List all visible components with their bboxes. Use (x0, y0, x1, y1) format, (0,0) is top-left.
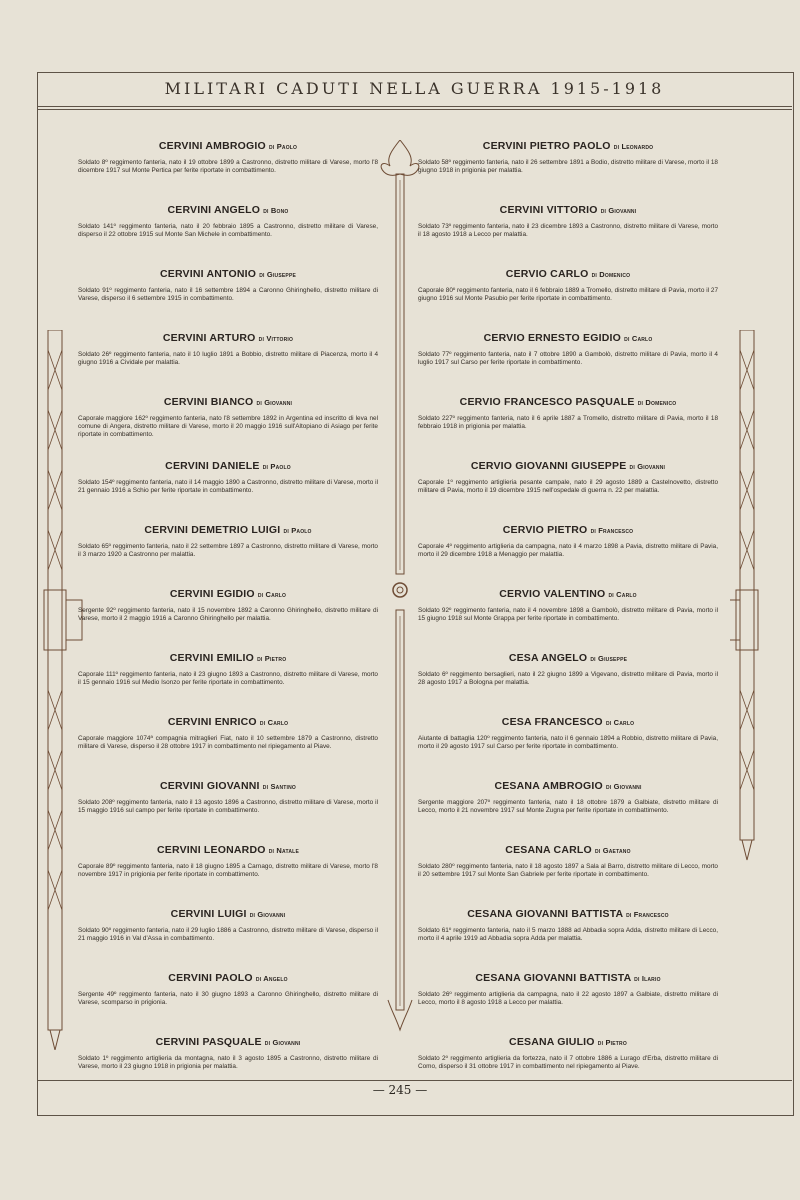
soldier-father: di Giovanni (249, 910, 286, 919)
soldier-name: CERVINI LUIGI (170, 908, 247, 920)
entry-name (78, 204, 378, 216)
entry (418, 832, 718, 896)
entry (418, 704, 718, 768)
soldier-father: di Giovanni (605, 782, 642, 791)
entry-text: Soldato 77º reggimento fanteria, nato il 7 ottobre 1890 a Gambolò, distretto militare di Pavia, morto il 4 luglio 1917 sul Carso per ferite riportate in combattimento. (418, 351, 718, 366)
entry (418, 512, 718, 576)
entry (418, 640, 718, 704)
entry-text: Soldato 154º reggimento fanteria, nato il 14 maggio 1890 a Castronno, distretto militare di Varese, morto il 21 gennaio 1916 a Schio per ferite riportate in combattimento. (78, 479, 378, 494)
soldier-father: di Ilario (634, 974, 661, 983)
soldier-name: CERVIO VALENTINO (499, 588, 606, 600)
soldier-father: di Natale (268, 846, 299, 855)
left-column (78, 128, 378, 1088)
entry-name (78, 524, 378, 536)
wreath-icon (391, 581, 409, 599)
entry-text: Caporale 111º reggimento fanteria, nato il 23 giugno 1893 a Castronno, distretto militare di Varese, morto il 15 gennaio 1916 sul Medio Isonzo per ferite riportate in combattimento. (78, 671, 378, 686)
entry-name (78, 332, 378, 344)
page-number: — 245 — (372, 1083, 428, 1097)
entry-text: Sergente 92º reggimento fanteria, nato il 15 novembre 1892 a Caronno Ghiringhello, distretto militare di Varese, morto il 2 maggio 1916 a Caronno Ghiringhello per malattia. (78, 607, 378, 622)
entry-name (418, 204, 718, 216)
entry-name (418, 140, 718, 152)
entry (418, 256, 718, 320)
soldier-father: di Paolo (283, 526, 312, 535)
entry-name (418, 1036, 718, 1048)
entry (78, 256, 378, 320)
soldier-father: di Giovanni (264, 1038, 301, 1047)
soldier-name: CERVIO FRANCESCO PASQUALE (459, 396, 635, 408)
soldier-name: CESANA GIOVANNI BATTISTA (467, 908, 623, 920)
soldier-father: di Giovanni (629, 462, 666, 471)
soldier-father: di Giovanni (256, 398, 293, 407)
page-header (37, 72, 792, 107)
entry-name (418, 524, 718, 536)
entry-name (78, 588, 378, 600)
entry-text: Soldato 65º reggimento fanteria, nato il 22 settembre 1897 a Castronno, distretto militare di Varese, morto il 3 marzo 1920 a Castronno per malattia. (78, 543, 378, 558)
entry-name (78, 716, 378, 728)
soldier-name: CERVINI DEMETRIO LUIGI (144, 524, 281, 536)
entry-name (418, 652, 718, 664)
entry-name (78, 780, 378, 792)
entry-text: Soldato 26º reggimento artiglieria da campagna, nato il 22 agosto 1897 a Galbiate, distretto militare di Lecco, morto il 8 agosto 1918 a Lecco per malattia. (418, 991, 718, 1006)
soldier-name: CESA ANGELO (508, 652, 588, 664)
entry (78, 704, 378, 768)
soldier-name: CERVINI LEONARDO (157, 844, 266, 856)
soldier-name: CESANA GIOVANNI BATTISTA (475, 972, 632, 984)
entry-text: Soldato 1º reggimento artiglieria da montagna, nato il 3 agosto 1895 a Castronno, distretto militare di Varese, morto il 23 giugno 1918 in prigionia per malattia. (78, 1055, 378, 1070)
entry-name (418, 332, 718, 344)
entry-text: Soldato 2º reggimento artiglieria da fortezza, nato il 7 ottobre 1886 a Lurago d'Erba, distretto militare di Como, disperso il 31 ottobre 1917 in combattimento nel ripiegamento al Piave. (418, 1055, 718, 1070)
soldier-name: CERVINI AMBROGIO (158, 140, 266, 152)
entry-name (418, 396, 718, 408)
soldier-father: di Domenico (591, 270, 631, 279)
entry-name (418, 460, 718, 472)
entry-text: Soldato 280º reggimento fanteria, nato il 18 agosto 1897 a Sala al Barro, distretto militare di Lecco, morto il 20 settembre 1917 sul Monte San Gabriele per ferite riportate in combattimento. (418, 863, 718, 878)
soldier-father: di Pietro (257, 654, 287, 663)
soldier-father: di Carlo (259, 718, 289, 727)
entry (418, 192, 718, 256)
entry-name (78, 652, 378, 664)
right-column (418, 128, 718, 1088)
soldier-name: CERVINI BIANCO (163, 396, 254, 408)
entry-text: Soldato 227º reggimento fanteria, nato il 6 aprile 1887 a Tromello, distretto militare di Pavia, morto il 18 febbraio 1918 in prigionia per malattia. (418, 415, 718, 430)
soldier-name: CERVINI EMILIO (169, 652, 254, 664)
entry (78, 768, 378, 832)
soldier-name: CERVINI EGIDIO (169, 588, 255, 600)
entry-name (78, 1036, 378, 1048)
soldier-name: CERVIO PIETRO (502, 524, 588, 536)
entry-text: Sergente 49º reggimento fanteria, nato il 30 giugno 1893 a Caronno Ghiringhello, distretto militare di Varese, scomparso in prigionia. (78, 991, 378, 1006)
soldier-name: CERVINI DANIELE (165, 460, 260, 472)
soldier-father: di Paolo (262, 462, 291, 471)
entry-text: Caporale 80º reggimento fanteria, nato il 6 febbraio 1889 a Tromello, distretto militare di Pavia, morto il 27 giugno 1916 sul Monte Pasubio per ferite riportate in combattimento. (418, 287, 718, 302)
entry-text: Soldato 61º reggimento fanteria, nato il 5 marzo 1888 ad Abbadia sopra Adda, distretto militare di Lecco, morto il 4 aprile 1919 ad Abbadia sopra Adda per malattia. (418, 927, 718, 942)
entry-name (418, 716, 718, 728)
entry-text: Soldato 58º reggimento fanteria, nato il 26 settembre 1891 a Bodio, distretto militare di Varese, morto il 18 giugno 1918 in prigionia per malattia. (418, 159, 718, 174)
soldier-name: CERVIO CARLO (505, 268, 589, 280)
entry-text: Soldato 26º reggimento fanteria, nato il 10 luglio 1891 a Bobbio, distretto militare di Piacenza, morto il 4 giugno 1916 a Cividale per malattia. (78, 351, 378, 366)
soldier-father: di Pietro (597, 1038, 627, 1047)
soldier-name: CERVINI GIOVANNI (159, 780, 260, 792)
entry (78, 576, 378, 640)
entry (418, 320, 718, 384)
soldier-father: di Gaetano (595, 846, 631, 855)
entry (78, 896, 378, 960)
entry-text: Aiutante di battaglia 120º reggimento fanteria, nato il 6 gennaio 1894 a Robbio, distretto militare di Pavia, morto il 29 agosto 1917 sul Carso per ferite riportate in combattimento. (418, 735, 718, 750)
entry (418, 128, 718, 192)
entry (78, 512, 378, 576)
soldier-father: di Paolo (269, 142, 298, 151)
entry-name (78, 844, 378, 856)
entry-name (418, 908, 718, 920)
soldier-name: CESANA AMBROGIO (494, 780, 603, 792)
entry-name (78, 460, 378, 472)
entry-name (418, 844, 718, 856)
entry (418, 768, 718, 832)
entry-text: Caporale maggiore 162º reggimento fanteria, nato l'8 settembre 1892 in Argentina ed inscritto di leva nel comune di Angera, distretto militare di Varese, morto il 20 maggio 1916 sull'Altopiano di Asiago per ferite riportate in combattimento. (78, 415, 378, 438)
entry-text: Caporale 89º reggimento fanteria, nato il 18 giugno 1895 a Carnago, distretto militare di Varese, morto l'8 novembre 1917 in prigionia per ferite riportate in combattimento. (78, 863, 378, 878)
entry-text: Caporale maggiore 1074ª compagnia mitraglieri Fiat, nato il 10 settembre 1879 a Castronno, distretto militare di Varese, disperso il 28 ottobre 1917 in combattimento nel ripiegamento al Piave. (78, 735, 378, 750)
soldier-name: CERVINI ARTURO (162, 332, 256, 344)
entry (78, 960, 378, 1024)
soldier-name: CERVINI ANTONIO (159, 268, 257, 280)
entry (78, 320, 378, 384)
entry (78, 1024, 378, 1088)
soldier-father: di Vittorio (258, 334, 294, 343)
entry-text: Soldato 8º reggimento fanteria, nato il 19 ottobre 1899 a Castronno, distretto militare di Varese, morto l'8 dicembre 1917 sul Monte Pertica per ferite riportate in combattimento. (78, 159, 378, 174)
entry-name (78, 268, 378, 280)
entry (78, 384, 378, 448)
entry-text: Caporale 1º reggimento artiglieria pesante campale, nato il 29 agosto 1889 a Castelnovetto, distretto militare di Pavia, morto il 19 dicembre 1915 nell'ospedale di guerra n. 22 per malattia. (418, 479, 718, 494)
soldier-father: di Giuseppe (259, 270, 297, 279)
entry-name (78, 396, 378, 408)
entry-name (78, 140, 378, 152)
soldier-father: di Carlo (624, 334, 653, 343)
entry (78, 192, 378, 256)
entry-text: Sergente maggiore 207º reggimento fanteria, nato il 18 ottobre 1879 a Galbiate, distretto militare di Lecco, morto il 21 novembre 1917 sul Monte Zugna per ferite riportate in combattimento. (418, 799, 718, 814)
soldier-name: CERVINI PIETRO PAOLO (482, 140, 611, 152)
entry (78, 128, 378, 192)
soldier-father: di Francesco (590, 526, 634, 535)
entry-name (78, 908, 378, 920)
soldier-name: CERVINI PASQUALE (155, 1036, 262, 1048)
entry (418, 960, 718, 1024)
entry (418, 448, 718, 512)
right-column-ornament-icon (730, 330, 778, 1050)
entry (418, 896, 718, 960)
entry-text: Caporale 4º reggimento artiglieria da campagna, nato il 4 marzo 1898 a Pavia, distretto militare di Pavia, morto il 29 dicembre 1918 a Menaggio per malattia. (418, 543, 718, 558)
soldier-father: di Carlo (608, 590, 637, 599)
soldier-father: di Carlo (257, 590, 287, 599)
soldier-name: CERVINI VITTORIO (499, 204, 598, 216)
entry-text: Soldato 6º reggimento bersaglieri, nato il 22 giugno 1899 a Vigevano, distretto militare di Pavia, morto il 28 agosto 1917 a Bologna per malattia. (418, 671, 718, 686)
soldier-name: CERVIO GIOVANNI GIUSEPPE (470, 460, 627, 472)
entry-name (418, 268, 718, 280)
entry-name (418, 780, 718, 792)
entry-text: Soldato 141º reggimento fanteria, nato il 20 febbraio 1895 a Castronno, distretto militare di Varese, disperso il 22 ottobre 1915 sul Monte San Michele in combattimento. (78, 223, 378, 238)
soldier-father: di Giuseppe (590, 654, 628, 663)
soldier-name: CERVINI ANGELO (167, 204, 261, 216)
entry (418, 576, 718, 640)
soldier-name: CERVINI PAOLO (168, 972, 253, 984)
soldier-father: di Carlo (605, 718, 635, 727)
entry-text: Soldato 90º reggimento fanteria, nato il 29 luglio 1886 a Castronno, distretto militare di Varese, disperso il 21 maggio 1916 in Val d'Assa in combattimento. (78, 927, 378, 942)
soldier-father: di Giovanni (600, 206, 637, 215)
entry-text: Soldato 92º reggimento fanteria, nato il 4 novembre 1898 a Gambolò, distretto militare di Pavia, morto il 15 giugno 1918 sul Monte Grappa per ferite riportate in combattimento. (418, 607, 718, 622)
soldier-father: di Angelo (255, 974, 288, 983)
page-title: MILITARI CADUTI NELLA GUERRA 1915-1918 (164, 79, 665, 98)
entry-name (418, 972, 718, 984)
entry-text: Soldato 73º reggimento fanteria, nato il 23 dicembre 1893 a Castronno, distretto militare di Varese, morto il 18 agosto 1918 a Lecco per malattia. (418, 223, 718, 238)
footer-rule (37, 1080, 792, 1081)
entry (418, 384, 718, 448)
entry (418, 1024, 718, 1088)
soldier-name: CERVINI ENRICO (167, 716, 257, 728)
soldier-name: CESANA CARLO (505, 844, 592, 856)
entry (78, 832, 378, 896)
soldier-name: CESANA GIULIO (509, 1036, 595, 1048)
soldier-father: di Leonardo (613, 142, 654, 151)
soldier-father: di Domenico (637, 398, 677, 407)
entry-text: Soldato 208º reggimento fanteria, nato il 13 agosto 1896 a Castronno, distretto militare di Varese, morto il 15 maggio 1916 sul campo per ferite riportate in combattimento. (78, 799, 378, 814)
entry (78, 640, 378, 704)
soldier-name: CERVIO ERNESTO EGIDIO (483, 332, 622, 344)
entry (78, 448, 378, 512)
entry-name (78, 972, 378, 984)
soldier-father: di Santino (262, 782, 297, 791)
header-rule (37, 109, 792, 110)
entry-name (418, 588, 718, 600)
soldier-name: CESA FRANCESCO (501, 716, 603, 728)
soldier-father: di Bono (263, 206, 289, 215)
soldier-father: di Francesco (626, 910, 669, 919)
entry-text: Soldato 91º reggimento fanteria, nato il 16 settembre 1894 a Caronno Ghiringhello, distretto militare di Varese, disperso il 6 settembre 1915 in combattimento. (78, 287, 378, 302)
